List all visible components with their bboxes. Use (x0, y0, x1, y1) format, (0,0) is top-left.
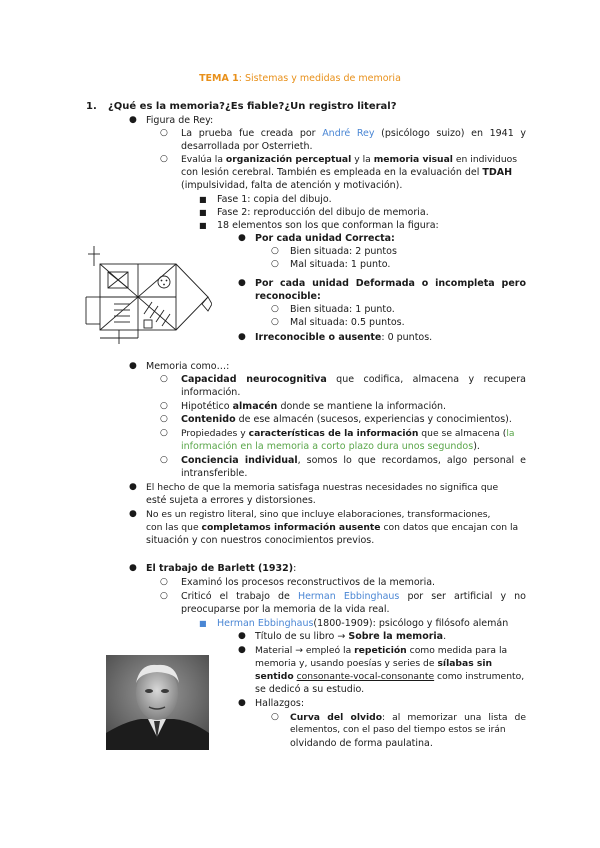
bullet-dot-icon: ● (238, 645, 246, 655)
memoria-conciencia: Conciencia individual, somos lo que recordamos, algo personal e intransferible. (181, 455, 526, 479)
correcta-mal: Mal situada: 1 punto. (290, 259, 391, 270)
bullet-square-icon: ■ (199, 208, 207, 217)
hecho-paragraph: El hecho de que la memoria satisfaga nuestras necesidades no significa que esté sujeta a errores y distorsiones. (146, 482, 499, 506)
bullet-square-icon: ■ (199, 221, 207, 230)
bullet-circle-icon: ○ (160, 401, 168, 411)
rey-label: Figura de Rey: (146, 115, 214, 126)
curva-paragraph: Curva del olvido: al memorizar una lista de elementos, con el paso del tiempo estos se irán olvidando de forma paulatina. (290, 712, 526, 749)
barlett-critico: Criticó el trabajo de Herman Ebbinghaus por ser artificial y no preocuparse por la memoria de la vida real. (181, 591, 526, 615)
elementos: 18 elementos son los que conforman la figura: (217, 220, 439, 231)
memoria-capacidad: Capacidad neurocognitiva que codifica, almacena y recupera información. (181, 374, 526, 398)
bullet-circle-icon: ○ (160, 428, 168, 438)
bullet-circle-icon: ○ (160, 128, 168, 138)
bullet-circle-icon: ○ (271, 246, 279, 256)
bullet-circle-icon: ○ (160, 455, 168, 465)
question-heading: ¿Qué es la memoria?¿Es fiable?¿Un registro literal? (108, 101, 397, 112)
bullet-square-icon: ■ (199, 619, 207, 628)
bullet-dot-icon: ● (129, 361, 137, 371)
bullet-dot-icon: ● (129, 563, 137, 573)
memoria-almacen: Hipotético almacén donde se mantiene la información. (181, 401, 447, 412)
hallazgos-label: Hallazgos: (255, 698, 305, 709)
material-paragraph: Material → empleó la repetición como medida para la memoria y, usando poesías y series de sílabas sin sentido consonante-vocal-consonante como instrumento, se dedicó a su estudio. (255, 645, 525, 695)
fase-2: Fase 2: reproducción del dibujo de memoria. (217, 207, 429, 218)
barlett-examino: Examinó los procesos reconstructivos de la memoria. (181, 577, 436, 588)
bullet-circle-icon: ○ (160, 154, 168, 164)
deformada-label: Por cada unidad Deformada o incompleta pero reconocible: (255, 278, 526, 302)
bullet-circle-icon: ○ (160, 374, 168, 384)
memoria-label: Memoria como…: (146, 361, 230, 372)
irreconocible: Irreconocible o ausente: 0 puntos. (255, 332, 433, 343)
correcta-label: Por cada unidad Correcta: (255, 233, 395, 244)
noes-paragraph: No es un registro literal, sino que incluye elaboraciones, transformaciones, con las que completamos información ausente con datos que encajan con la situación y con nuestros conocimientos previos. (146, 509, 519, 546)
bullet-dot-icon: ● (129, 509, 137, 519)
rey-evalua: Evalúa la organización perceptual y la memoria visual en individuos con lesión cerebral. También es empleada en la evaluación del TDAH (impulsividad, falta de atención y motivación). (181, 154, 518, 191)
bullet-square-icon: ■ (199, 195, 207, 204)
bullet-circle-icon: ○ (271, 317, 279, 327)
memoria-contenido: Contenido de ese almacén (sucesos, experiencias y conocimientos). (181, 414, 512, 425)
bullet-dot-icon: ● (238, 278, 246, 288)
portrait-photo (106, 655, 209, 750)
bullet-dot-icon: ● (238, 698, 246, 708)
memoria-propiedades: Propiedades y características de la información que se almacena (la información en la memoria a corto plazo dura unos segundos). (181, 428, 515, 452)
bullet-dot-icon: ● (238, 631, 246, 641)
bullet-dot-icon: ● (129, 115, 137, 125)
bullet-circle-icon: ○ (160, 591, 168, 601)
ebbinghaus-line: Herman Ebbinghaus(1800-1909): psicólogo y filósofo alemán (217, 618, 509, 629)
rey-creada: La prueba fue creada por André Rey (psicólogo suizo) en 1941 y desarrollada por Osterrieth. (181, 128, 526, 152)
fase-1: Fase 1: copia del dibujo. (217, 194, 332, 205)
bullet-circle-icon: ○ (271, 712, 279, 722)
titulo-libro: Título de su libro → Sobre la memoria. (255, 631, 447, 642)
question-number: 1. (86, 101, 97, 112)
bullet-circle-icon: ○ (271, 304, 279, 314)
bullet-circle-icon: ○ (160, 414, 168, 424)
page-title: TEMA 1: Sistemas y medidas de memoria (199, 73, 401, 84)
deformada-mal: Mal situada: 0.5 puntos. (290, 317, 405, 328)
bullet-circle-icon: ○ (160, 577, 168, 587)
bullet-circle-icon: ○ (271, 259, 279, 269)
rey-figure (84, 244, 212, 348)
deformada-bien: Bien situada: 1 punto. (290, 304, 395, 315)
bullet-dot-icon: ● (238, 233, 246, 243)
bullet-dot-icon: ● (238, 332, 246, 342)
barlett-label: El trabajo de Barlett (1932): (146, 563, 297, 574)
bullet-dot-icon: ● (129, 482, 137, 492)
correcta-bien: Bien situada: 2 puntos (290, 246, 397, 257)
